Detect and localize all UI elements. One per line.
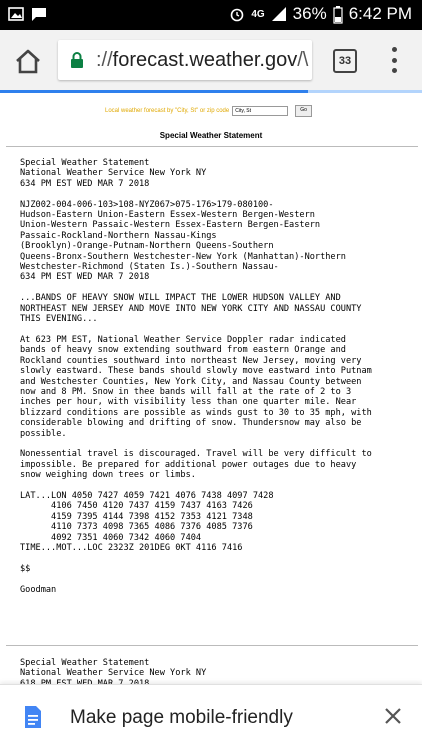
message-notification-icon	[30, 6, 48, 22]
weather-statement-text-2: Special Weather Statement National Weather Service New York NY	[20, 658, 207, 679]
divider	[6, 645, 418, 646]
browser-toolbar	[0, 30, 422, 92]
search-label: Local weather forecast by "City, St" or zip code	[105, 108, 230, 114]
system-status	[229, 4, 412, 24]
url-path: /\	[297, 49, 309, 71]
url-text	[96, 49, 308, 72]
tab-switcher-button[interactable]: 33	[333, 49, 357, 73]
image-notification-icon	[8, 6, 24, 22]
mobile-friendly-banner[interactable]	[0, 684, 422, 751]
address-bar[interactable]	[58, 40, 312, 80]
signal-icon	[271, 6, 287, 22]
status-bar	[0, 0, 422, 30]
battery-icon	[333, 6, 343, 23]
page-content[interactable]	[0, 93, 422, 683]
menu-dot	[392, 58, 397, 63]
network-type: 4G	[251, 8, 265, 20]
url-scheme: ://	[96, 49, 113, 71]
menu-dot	[392, 47, 397, 52]
go-button[interactable]: Go	[295, 105, 312, 117]
local-forecast-search	[105, 105, 312, 117]
notification-icons	[8, 6, 48, 22]
weather-statement-text: Special Weather Statement National Weather Service New York NY 634 PM EST WED MAR 7 2018 NJZ002-004-006-103>108-NYZ067>075-176>179-080100- Hudson-Eastern Union-Eastern Essex-Western Bergen-Western Union-Western Passaic-Western Essex-Eastern Bergen-Eastern Passaic-Rockland-Northern Nassau-Kings (Brooklyn)-Orange-Putnam-Northern Queens-Southern Queens-Bronx-Southern Westchester-New York (Manhattan)-Northern Westchester-Richmond (Staten Is.)-Southern Nassau- 634 PM EST WED MAR 7 2018 ...BANDS OF HEAVY SNOW WILL IMPACT THE LOWER HUDSON VALLEY AND NORTHEAST NEW JERSEY AND MOVE INTO NEW YORK CITY AND NASSAU COUNTY THIS EVENING... At 623 PM EST, National Weather Service Doppler radar indicated bands of heavy snow extending southward from eastern Orange and Rockland counties southward into northeast New Jersey, moving very slowly eastward. These bands should slowly move eastward into Putnam and Westchester Counties, New York City, and Nassau County between now and 8 PM. Snow in thee bands will fall at the rate of 2 to 3 inches per hour, with visibility less than one quarter mile. Near blizzard conditions are possible as winds gust to 30 to 35 mph, with considerable blowing and drifting of snow. Thundersnow may also be possible. Nonessential travel is discouraged. Travel will be very difficult to impossible. Be prepared for additional power outages due to heavy snow weighing down trees or limbs. LAT...LON 4050 7427 4059 7421 4076 7438 4097 7428 4106 7450 4120 7437 4159 7437 4163 7426 4159 7395 4144 7398 4152 7353 4121 7348 4110 7373 4098 7365 4086 7376 4085 7376 4092 7351 4060 7342 4060 7404 TIME...MOT...LOC 2323Z 201DEG 0KT 4116 7416 $$ Goodman	[20, 158, 372, 595]
overflow-menu-icon[interactable]	[390, 47, 398, 73]
alarm-icon	[229, 6, 245, 22]
location-search-input[interactable]	[232, 106, 288, 116]
lock-icon	[70, 51, 84, 69]
page-title: Special Weather Statement	[159, 131, 263, 140]
menu-dot	[392, 68, 397, 73]
home-icon[interactable]	[14, 48, 42, 74]
banner-label[interactable]: Make page mobile-friendly	[70, 707, 293, 728]
url-host: forecast.weather.gov	[112, 49, 298, 71]
close-icon[interactable]	[384, 707, 402, 725]
battery-percent: 36%	[292, 4, 327, 23]
document-icon	[24, 705, 42, 729]
divider	[6, 146, 418, 147]
clock: 6:42 PM	[348, 4, 412, 23]
